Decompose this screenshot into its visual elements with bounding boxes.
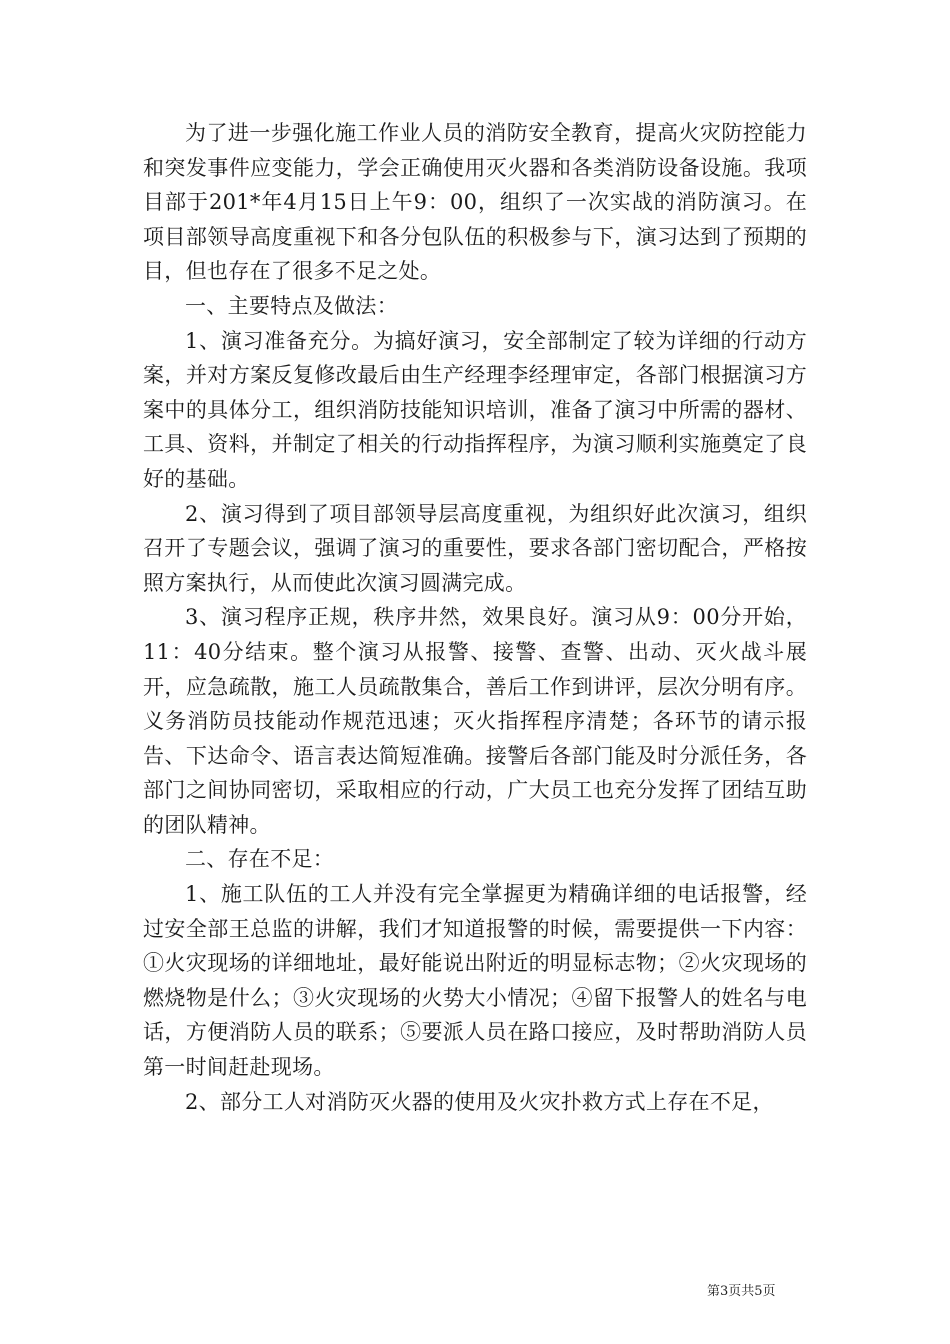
paragraph-shortcoming-1: 1、施工队伍的工人并没有完全掌握更为精确详细的电话报警，经过安全部王总监的讲解，我们才知道报警的时候，需要提供一下内容：①火灾现场的详细地址，最好能说出附近的明显标志物；②火灾现场的燃烧物是什么；③火灾现场的火势大小情况；④留下报警人的姓名与电话，方便消防人员的联系；⑤要派人员在路口接应，及时帮助消防人员第一时间赶赴现场。 [143, 882, 807, 1080]
document-body [143, 116, 807, 1119]
paragraph-shortcoming-2: 2、部分工人对消防灭火器的使用及火灾扑救方式上存在不足， [185, 1089, 774, 1114]
heading-main-features: 一、主要特点及做法： [185, 293, 398, 318]
page-number-footer: 第3页共5页 [707, 1284, 776, 1299]
paragraph-intro: 为了进一步强化施工作业人员的消防安全教育，提高火灾防控能力和突发事件应变能力，学会正确使用灭火器和各类消防设备设施。我项目部于201*年4月15日上午9：00，组织了一次实战的消防演习。在项目部领导高度重视下和各分包队伍的积极参与下，演习达到了预期的目，但也存在了很多不足之处。 [143, 121, 807, 284]
paragraph-feature-2: 2、演习得到了项目部领导层高度重视，为组织好此次演习，组织召开了专题会议，强调了演习的重要性，要求各部门密切配合，严格按照方案执行，从而使此次演习圆满完成。 [143, 501, 807, 595]
heading-shortcomings: 二、存在不足： [185, 847, 335, 872]
paragraph-feature-3: 3、演习程序正规，秩序井然，效果良好。演习从9：00分开始，11：40分结束。整个演习从报警、接警、查警、出动、灭火战斗展开，应急疏散，施工人员疏散集合，善后工作到讲评，层次分明有序。义务消防员技能动作规范迅速；灭火指挥程序清楚；各环节的请示报告、下达命令、语言表达简短准确。接警后各部门能及时分派任务，各部门之间协同密切，采取相应的行动，广大员工也充分发挥了团结互助的团队精神。 [143, 605, 807, 837]
paragraph-feature-1: 1、演习准备充分。为搞好演习，安全部制定了较为详细的行动方案，并对方案反复修改最后由生产经理李经理审定，各部门根据演习方案中的具体分工，组织消防技能知识培训，准备了演习中所需的器材、工具、资料，并制定了相关的行动指挥程序，为演习顺利实施奠定了良好的基础。 [143, 328, 807, 491]
